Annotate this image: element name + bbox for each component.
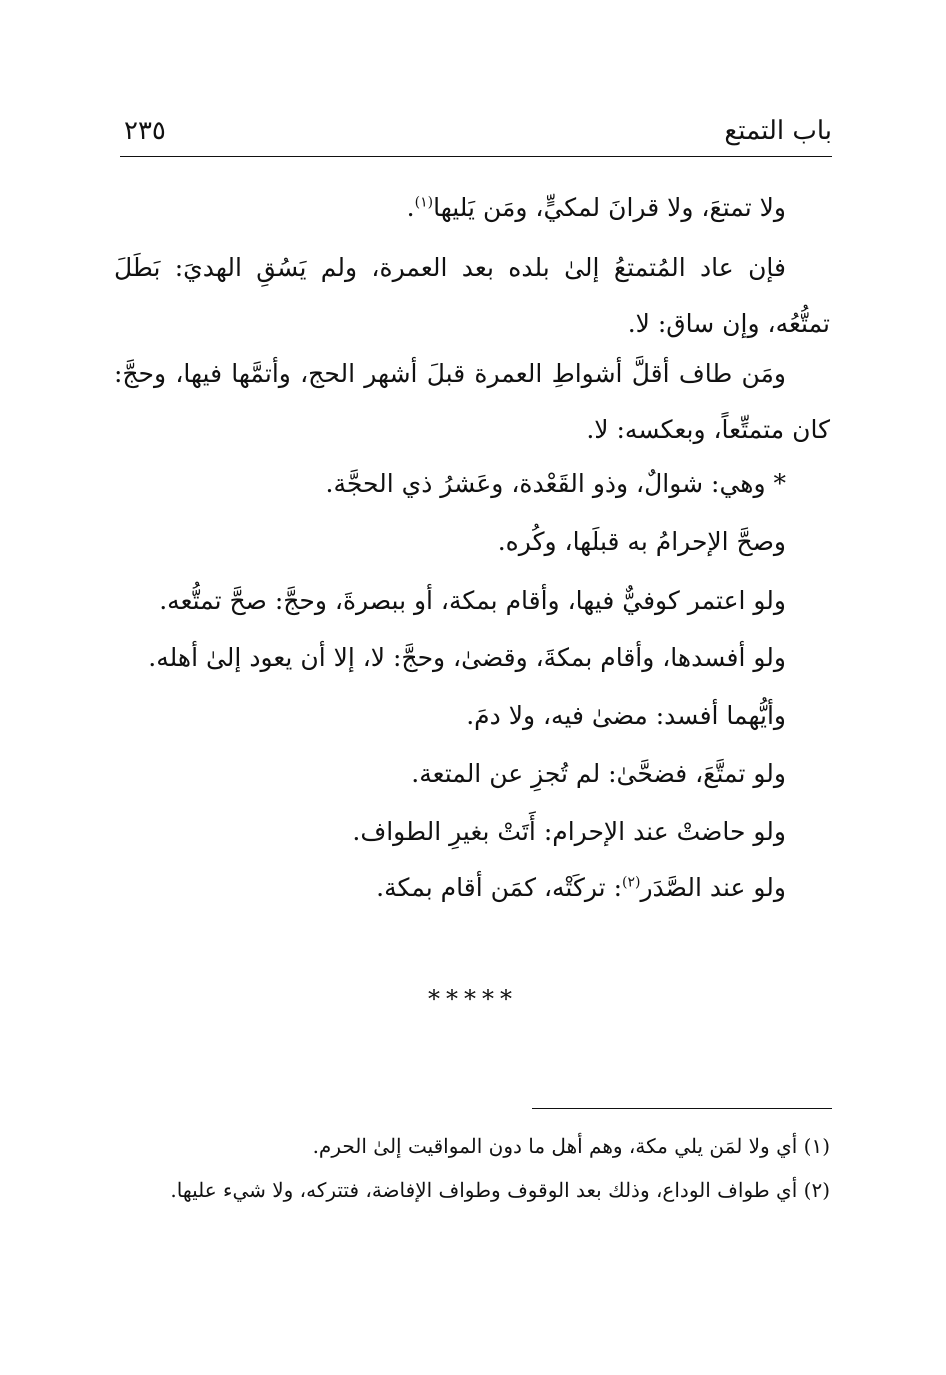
footnote-ref-2: (٢): [622, 874, 641, 891]
line-sadar-text: ولو عند الصَّدَر: [640, 873, 786, 902]
line-sadar: [86, 868, 786, 908]
line-hadat: ولو حاضتْ عند الإحرام: أَتَتْ بغيرِ الطواف.: [352, 817, 786, 846]
line-kufi: ولو اعتمر كوفيٌّ فيها، وأقام بمكة، أو ببصرةَ، وحجَّ: صحَّ تمتُّعه.: [159, 586, 786, 615]
running-header: [120, 112, 832, 157]
line-dahha: ولو تمتَّعَ، فضحَّىٰ: لم تُجزِ عن المتعة.: [411, 759, 786, 788]
paragraph-1-text: ولا تمتعَ، ولا قرانَ لمكيٍّ، ومَن يَليها: [433, 193, 786, 222]
line-months: * وهي: شوالٌ، وذو القَعْدة، وعَشرُ ذي الحجَّة.: [325, 469, 786, 498]
footnote-1: (١) أي ولا لمَن يلي مكة، وهم أهل ما دون المواقيت إلىٰ الحرم.: [312, 1134, 830, 1158]
section-divider: *****: [428, 985, 518, 1013]
paragraph-1-end: .: [406, 193, 415, 222]
footnote-2: (٢) أي طواف الوداع، وذلك بعد الوقوف وطواف الإفاضة، فتتركه، ولا شيء عليها.: [170, 1178, 830, 1202]
paragraph-2: فإن عاد المُتمتعُ إلىٰ بلده بعد العمرة، ولم يَسُقِ الهديَ: بَطَلَ تمتُّعُه، وإن ساق: لا.: [114, 253, 830, 338]
line-ihram: وصحَّ الإحرامُ به قبلَها، وكُره.: [497, 527, 786, 556]
line-ayyuhuma: وأيُّهما أفسد: مضىٰ فيه، ولا دمَ.: [466, 701, 786, 730]
footnote-rule: [532, 1108, 832, 1109]
line-sadar-end: : تركَتْه، كمَن أقام بمكة.: [376, 873, 622, 902]
chapter-title: باب التمتع: [724, 116, 832, 146]
footnote-ref-1: (١): [414, 194, 434, 211]
line-fasad: ولو أفسدها، وأقام بمكةَ، وقضىٰ، وحجَّ: لا، إلا أن يعود إلىٰ أهله.: [148, 643, 786, 672]
paragraph-3: ومَن طاف أقلَّ أشواطِ العمرة قبلَ أشهر الحج، وأتمَّها فيها، وحجَّ: كان متمتِّعاً، وبعكسه: لا.: [114, 359, 830, 444]
page-number: ٢٣٥: [124, 116, 166, 146]
paragraph-1: [114, 180, 830, 236]
